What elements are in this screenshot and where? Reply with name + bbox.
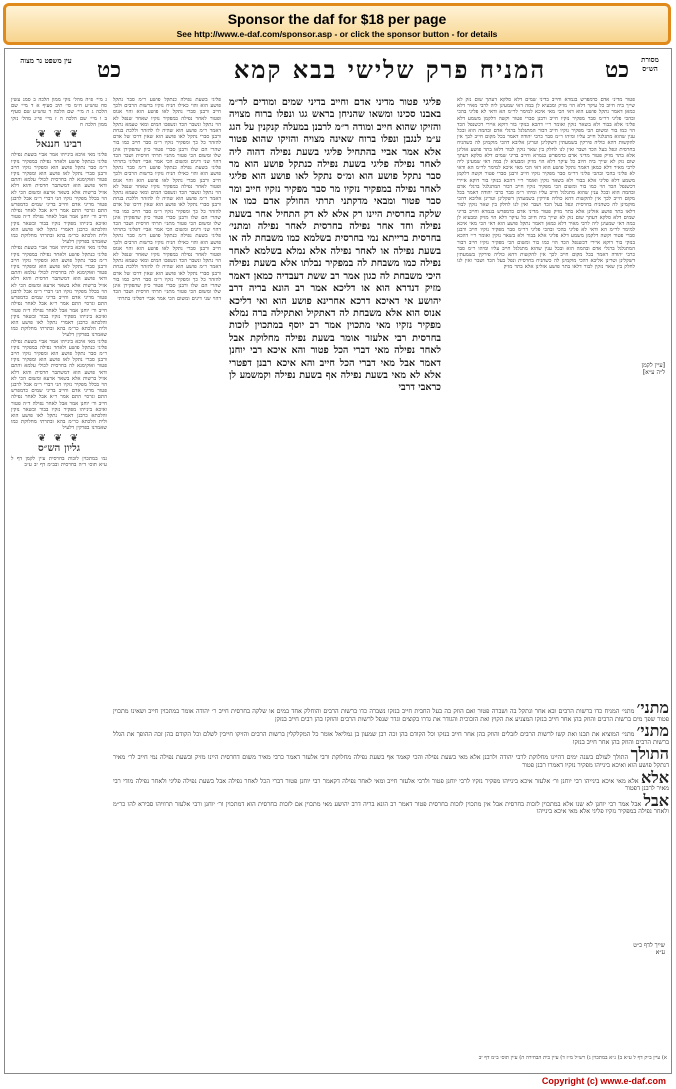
bottom-commentary: [113, 704, 669, 1054]
copyright-link[interactable]: Copyright (c) www.e-daf.com: [541, 1076, 666, 1086]
sponsor-banner[interactable]: [3, 3, 671, 45]
gemara-column: [229, 97, 441, 697]
bottom-text-5: אבל אמר רבי יוחנן לא שנו אלא במתכוין לזכות בחרסית אבל אין מתכוין לזכות בחרסית פטור דאמר רב הונא בריה דרב יהושע מאי מתכוין אם לזכות בחרסית הוא דמתכוין ור׳ יוחנן ורבי אלעזר תרוויהו סבירא להו כר״מ ולאחר נפילה במפקיר נזקיו פליגי אלא מאי איכא בינייהו: [113, 800, 669, 816]
talmud-page: [4, 48, 672, 1074]
bottom-text-4: אלא מאי איכא בינייהו רבי יוחנן ור׳ אלעזר איכא בינייהו מפקיר נזקיו לרבי יוחנן פטור ולרבי אלעזר חייב ומאי לאחר נפילה דקאמר רבי יוחנן פטור דברי הכל לאחר נפילה אבל בשעת נפילה פליגי ולאחר נפילה מודי רבי מאיר לרבנן דפטור: [113, 777, 669, 793]
tosafot-text: פטור מדיני אדם כדמפרש בגמרא וחייב בדיני שמים דלא סלקא דעתך שום נזק לא שייך ביה חיוב כל עיקר דלא הוי מזיק ומבעיא לן במה דאי שמעינן ליה לרבי מאיר דלא כמאן דאמר נתקל פושע הוא דאי הכי מאי איכא למימר לר״מ הא ודאי לא פליגי בהכי ובהכי פליגי דר״מ סבר מפקיר נזקיו חייב ורבנן סברי פטור וקשה דלקמן משמע דלא פליגי אלא בבור ולא בשאר נזקין ואומר ר״י דהכא בנזקי בור דוקא איירי דכשנפל הכד הוי כמו בור ומשום הכי מפקיר נזקיו חייב דבור המתגלגל ברגלי אדם ובהמה הוא ובכל ענין שהוא מתגלגל חייב עליו ומיהו ר״מ סבר כרבי יהודה דאמר בכל מקום חייב לכך אין להקשות דהא כוליה פירקין בשמעתין דשקלינן וטרינן אליבא דהכי מוקמינן לה כשהניח בחרסית ונפל בעל הכד ושבר ואין לנו לחלק בין שאר נזקין לבור דלאו בתר פושע אזלינן אלא בתר מזיק: [457, 97, 635, 159]
gilyon-hashas-text: גמ׳ במתכוין לזכות בחרסית עיין לקמן דף ל ע״א תוס׳ ד״ה בחרסית ובב״מ דף יב ע״ב: [11, 455, 107, 469]
banner-title: Sponsor the daf for $18 per page: [227, 11, 447, 27]
bottom-text-1: מתני׳ המניח כדו ברשות הרבים ובא אחר ונתקל בה ושברה פטור ואם הוזק בה בעל החבית חייב בנזקו נשברה כדו ברשות הרבים והוחלק אחד במים או שלקה בחרסית חייב ר׳ יהודה אומר במתכוין חייב ושאינו מתכוין פטור שפך מים ברשות הרבים והוזק בהן אחר חייב בנזקו המצניע את הקוץ ואת הזכוכית והגודר את גדרו בקוצים וגדר שנפל לרשות הרבים והוזקו בהן רבים חייב בנזקן: [113, 708, 669, 723]
hotel-label: התולך: [630, 744, 669, 764]
rabbeinu-chananel-heading: רבינו חננאל: [36, 139, 82, 151]
ornament-divider: ❦ ❦ ❦: [37, 129, 81, 141]
rashi-column: [113, 97, 221, 697]
side-reference-note: שייך לדף כ״ט ע״א: [633, 942, 665, 956]
footer-notes: א) עיין ב״ק דף ל ע״א ב) נ״א במתכוין ג) רש״ל מ״ז ד) עיין בית הבחירה ה) עיין תוס׳ ב״מ דף יב: [478, 1055, 667, 1061]
gilyon-hashas-heading: גליון הש״ס: [37, 442, 80, 454]
rabbeinu-chananel-text-continued: פליגי מאי איכא בינייהו אמר אביי בשעת נפילה פליגי כנתקל פושע ולאחר נפילה במפקיר נזקיו ר״מ סבר נתקל פושע הוא ומפקיר נזקיו חייב ורבנן סברי נתקל לאו פושע הוא ומפקיר נזקיו פטור ואוקימנא לה בחרסית לכולי עלמא והתם ודאי פושע הוא דמשתבר חרסית והוא דלא אזיל ברשות אלא בשאר ארעא ומשום הכי לא הוי בכלל מפקיר נזקיו הני דברי ר״מ אבל לרבנן פטור מדיני אדם וחייב בדיני שמים כדמפרש התם וגרסי׳ התם אמר ר״א אבל לאחר נפילה חייב ור׳ יוחנן אמר אבל לאחר נפילה ד״ה פטור ואיכא בינייהו מפקיר נזקיו בבור ובשאר נזקין והלכתא כרבנן דאמרי נתקל לאו פושע הוא ולית הלכתא כר״מ בהא ובתרתי מחלוקת כמו שאמרנו בפרקין דלעיל: [11, 245, 107, 339]
rashi-text-continued: פליגי בשעת נפילה כנתקל פושע ר״מ סבר נתקל פושע הוא והוי כאילו הניח נזקיו ברשות הרבים ולכך חייב ורבנן סברי נתקל לאו פושע הוא והוי אנוס ופטור לאחר נפילה במפקיר נזקיו שאחר שנפל לא הוי נתקל ונשבר הכד ונשפכו המים ומאי טעמא נתקל דאמר ר״מ פושע הוא שהיה לו להזהר וללכת בנחת ורבנן סברי נתקל לאו פושע הוא שאין דרכו של אדם להזהר כל כך ומפקיר נזקיו ר״מ סבר חייב כמו בור שהרי הם שלו ורבנן סברי פטור כיון שהפקירן אינן שלו ומשום הכי פטור מתני׳ תרתי חרסית ושבר הכד דהוי שני דינים ומשום הכי אמר אביי דפליגי בתרתי: [113, 165, 221, 234]
gemara-text: פליגי פטור מדיני אדם וחייב בדיני שמים ומודים לר״מ באבנו סכינו ומשאו שהניחן בראש גגו ונפלו ברוח מצויה והזיקו שהוא חייב ומודה ר״מ לרבנן במעלה קנקנין על הגג ע״מ לנגבן ונפלו ברוח שאינה מצויה והזיקו שהוא פטור אלא אמר אביי בהתחיל פליגי בשעת נפילה דהוה ליה לאחר נפילה פליגי בשעת נפילה כנתקל פושע הוא מר סבר נתקל פושע הוא ומ״ס נתקל לאו פושע הוא פליגי לאחר נפילה במפקיר נזקיו מר סבר מפקיר נזקיו חייב ומר סבר פטור ומבאי מדקתני תרתי החולק אדם כמו או שלקה בחרסית היינו רק אלא לא דק התחיל אחר בשעת נפילה וחד אחר נפילה בחרסית לאחר נפילה ומתני׳ בחרסית ברייתא נמי בחרסית בשלמא כמו משבחת לה או בשעת נפילה או לאחר נפילה אלא נמלא בשלמא לאחר נפילה כמו משבחת לה במפקיר נבלתו אלא בשעת נפילה היכי משבחת לה כגון אמר רב ששת דעבדיה כמאן דאמר מזיק דנדרא הוא או דליכא אמר רב הונא בריה דרב יהושע אי דאיכא דרכא אחרינא פושע הוא ואי דליכא אנוס הוא אלא משבחת לה דאתקיל ואתקילה ברה נמלא מפקיר נזקיו מאי מתכוין אמר רב יוסף במתכוין לזכות בחרסית רבי אלעזר אומר בשעת נפילה מחלוקת אבל לאחר נפילה מאי דברי הכל פטור והא איכא רבי יוחנן דאמר אבל מאי דברי הכל חייב והא איכא רבנן דפטרי אלא לא מאי בשעת נפילה אף בשעת נפילה וקמשמע לן כראבי דרבי: [229, 97, 441, 394]
tosafot-text-continued: פטור מדיני אדם כדמפרש בגמרא וחייב בדיני שמים דלא סלקא דעתך שום נזק לא שייך ביה חיוב כל עיקר דלא הוי מזיק ומבעיא לן במה דאי שמעינן ליה לרבי מאיר דלא כמאן דאמר נתקל פושע הוא דאי הכי מאי איכא למימר לר״מ הא ודאי לא פליגי בהכי ובהכי פליגי דר״מ סבר מפקיר נזקיו חייב ורבנן סברי פטור וקשה דלקמן משמע דלא פליגי אלא בבור ולא בשאר נזקין ואומר ר״י דהכא בנזקי בור דוקא איירי דכשנפל הכד הוי כמו בור ומשום הכי מפקיר נזקיו חייב דבור המתגלגל ברגלי אדם ובהמה הוא ובכל ענין שהוא מתגלגל חייב עליו ומיהו ר״מ סבר כרבי יהודה דאמר בכל מקום חייב לכך אין להקשות דהא כוליה פירקין בשמעתין דשקלינן וטרינן אליבא דהכי מוקמינן לה כשהניח בחרסית ונפל בעל הכד ושבר ואין לנו לחלק בין שאר נזקין לבור דלאו בתר פושע אזלינן אלא בתר מזיק: [457, 152, 635, 215]
tosafot-column: [457, 97, 635, 697]
bottom-paragraph-2: [113, 721, 669, 746]
aval-label: אבל: [643, 790, 669, 810]
ornament-divider-2: ❦ ❦ ❦: [37, 432, 81, 444]
matni-label-1: מתני׳: [636, 704, 669, 717]
folio-number-right: כט: [604, 57, 629, 83]
tosafot-text-continued-2: פטור מדיני אדם כדמפרש בגמרא וחייב בדיני שמים דלא סלקא דעתך שום נזק לא שייך ביה חיוב כל עיקר דלא הוי מזיק ומבעיא לן במה דאי שמעינן ליה לרבי מאיר דלא כמאן דאמר נתקל פושע הוא דאי הכי מאי איכא למימר לר״מ הא ודאי לא פליגי בהכי ובהכי פליגי דר״מ סבר מפקיר נזקיו חייב ורבנן סברי פטור וקשה דלקמן משמע דלא פליגי אלא בבור ולא בשאר נזקין ואומר ר״י דהכא בנזקי בור דוקא איירי דכשנפל הכד הוי כמו בור ומשום הכי מפקיר נזקיו חייב דבור המתגלגל ברגלי אדם ובהמה הוא ובכל ענין שהוא מתגלגל חייב עליו ומיהו ר״מ סבר כרבי יהודה דאמר בכל מקום חייב לכך אין להקשות דהא כוליה פירקין בשמעתין דשקלינן וטרינן אליבא דהכי מוקמינן לה כשהניח בחרסית ונפל בעל הכד ושבר ואין לנו לחלק בין שאר נזקין לבור דלאו בתר פושע אזלינן אלא בתר מזיק: [457, 208, 635, 271]
mesorat-hashas-label: מסורת הש״ס: [641, 55, 659, 73]
chapter-title: המניח פרק שלישי בבא קמא: [233, 55, 547, 84]
bottom-text-2: מתני׳ המוציא את תבנו ואת קשו לרשות הרבים לזבלים והוזק בהן אחר חייב בנזקו וכל הקודם בהן זכה רבן שמעון בן גמליאל אומר כל המקלקלין ברשות הרבים והזיקו חייבין לשלם וכל הקודם בהן זכה ההופך את הגלל ברשות הרבים והוזק בהן אחר חייב בנזקו: [113, 731, 669, 746]
folio-number-left: כט: [97, 57, 122, 83]
bottom-paragraph-3: [113, 744, 669, 769]
margin-note: [עיין לקמן ל״ה ע״א]: [641, 362, 665, 376]
rashi-text-continued-2: פליגי בשעת נפילה כנתקל פושע ר״מ סבר נתקל פושע הוא והוי כאילו הניח נזקיו ברשות הרבים ולכך חייב ורבנן סברי נתקל לאו פושע הוא והוי אנוס ופטור לאחר נפילה במפקיר נזקיו שאחר שנפל לא הוי נתקל ונשבר הכד ונשפכו המים ומאי טעמא נתקל דאמר ר״מ פושע הוא שהיה לו להזהר וללכת בנחת ורבנן סברי נתקל לאו פושע הוא שאין דרכו של אדם להזהר כל כך ומפקיר נזקיו ר״מ סבר חייב כמו בור שהרי הם שלו ורבנן סברי פטור כיון שהפקירן אינן שלו ומשום הכי פטור מתני׳ תרתי חרסית ושבר הכד דהוי שני דינים ומשום הכי אמר אביי דפליגי בתרתי: [113, 233, 221, 302]
rashi-text: פליגי בשעת נפילה כנתקל פושע ר״מ סבר נתקל פושע הוא והוי כאילו הניח נזקיו ברשות הרבים ולכך חייב ורבנן סברי נתקל לאו פושע הוא והוי אנוס ופטור לאחר נפילה במפקיר נזקיו שאחר שנפל לא הוי נתקל ונשבר הכד ונשפכו המים ומאי טעמא נתקל דאמר ר״מ פושע הוא שהיה לו להזהר וללכת בנחת ורבנן סברי נתקל לאו פושע הוא שאין דרכו של אדם להזהר כל כך ומפקיר נזקיו ר״מ סבר חייב כמו בור שהרי הם שלו ורבנן סברי פטור כיון שהפקירן אינן שלו ומשום הכי פטור מתני׳ תרתי חרסית ושבר הכד דהוי שני דינים ומשום הכי אמר אביי דפליגי בתרתי: [113, 97, 221, 166]
ein-mishpat-text: ג מיי׳ פ״ה מהל׳ נזקי ממון הלכה ב סמג עשין סח טוש״ע ח״מ סי׳ תיב סעיף א ד מיי׳ שם הלכה ג ה מיי׳ שם הלכה ד טוש״ע שם סעיף ב ו מיי׳ שם הלכה ה ז מיי׳ פי״ג מהל׳ נזקי ממון הלכה ח: [11, 97, 107, 128]
bottom-paragraph-4: [113, 767, 669, 793]
rabbeinu-chananel-text-continued-2: פליגי מאי איכא בינייהו אמר אביי בשעת נפילה פליגי כנתקל פושע ולאחר נפילה במפקיר נזקיו ר״מ סבר נתקל פושע הוא ומפקיר נזקיו חייב ורבנן סברי נתקל לאו פושע הוא ומפקיר נזקיו פטור ואוקימנא לה בחרסית לכולי עלמא והתם ודאי פושע הוא דמשתבר חרסית והוא דלא אזיל ברשות אלא בשאר ארעא ומשום הכי לא הוי בכלל מפקיר נזקיו הני דברי ר״מ אבל לרבנן פטור מדיני אדם וחייב בדיני שמים כדמפרש התם וגרסי׳ התם אמר ר״א אבל לאחר נפילה חייב ור׳ יוחנן אמר אבל לאחר נפילה ד״ה פטור ואיכא בינייהו מפקיר נזקיו בבור ובשאר נזקין והלכתא כרבנן דאמרי נתקל לאו פושע הוא ולית הלכתא כר״מ בהא ובתרתי מחלוקת כמו שאמרנו בפרקין דלעיל: [11, 338, 107, 432]
bottom-text-3: התולך לעולם בשנה ימים דהיינו מחלוקת לרבי יהודה ולרבנן אלא מאי בשעת נפילה והכי קאמר אף בשעת נפילה מחלוקת ורבי אלעזר דאמר כרבי מאיר משום דחרסית היינו מזיק ובשעת נפילה נמי חייב לר׳ מאיר דנתקל פושע הוא ואיכא בינייהו מפקיר נזקיו דאמרו רבנן פטור: [113, 754, 669, 769]
page-header: [5, 55, 672, 89]
banner-subtitle[interactable]: See http://www.e-daf.com/sponsor.asp - or click the sponsor button - for details: [176, 29, 498, 39]
ein-mishpat-label: עין משפט נר מצוה: [20, 56, 72, 65]
rabbeinu-chananel-text: פליגי מאי איכא בינייהו אמר אביי בשעת נפילה פליגי כנתקל פושע ולאחר נפילה במפקיר נזקיו ר״מ סבר נתקל פושע הוא ומפקיר נזקיו חייב ורבנן סברי נתקל לאו פושע הוא ומפקיר נזקיו פטור ואוקימנא לה בחרסית לכולי עלמא והתם ודאי פושע הוא דמשתבר חרסית והוא דלא אזיל ברשות אלא בשאר ארעא ומשום הכי לא הוי בכלל מפקיר נזקיו הני דברי ר״מ אבל לרבנן פטור מדיני אדם וחייב בדיני שמים כדמפרש התם וגרסי׳ התם אמר ר״א אבל לאחר נפילה חייב ור׳ יוחנן אמר אבל לאחר נפילה ד״ה פטור ואיכא בינייהו מפקיר נזקיו בבור ובשאר נזקין והלכתא כרבנן דאמרי נתקל לאו פושע הוא ולית הלכתא כר״מ בהא ובתרתי מחלוקת כמו שאמרנו בפרקין דלעיל: [11, 152, 107, 246]
bottom-paragraph-1: [113, 704, 669, 723]
matni-label-2: מתני׳: [636, 721, 669, 741]
ein-mishpat-column: [11, 97, 107, 1057]
ela-label: אלא: [640, 767, 669, 787]
bottom-paragraph-5: [113, 790, 669, 816]
